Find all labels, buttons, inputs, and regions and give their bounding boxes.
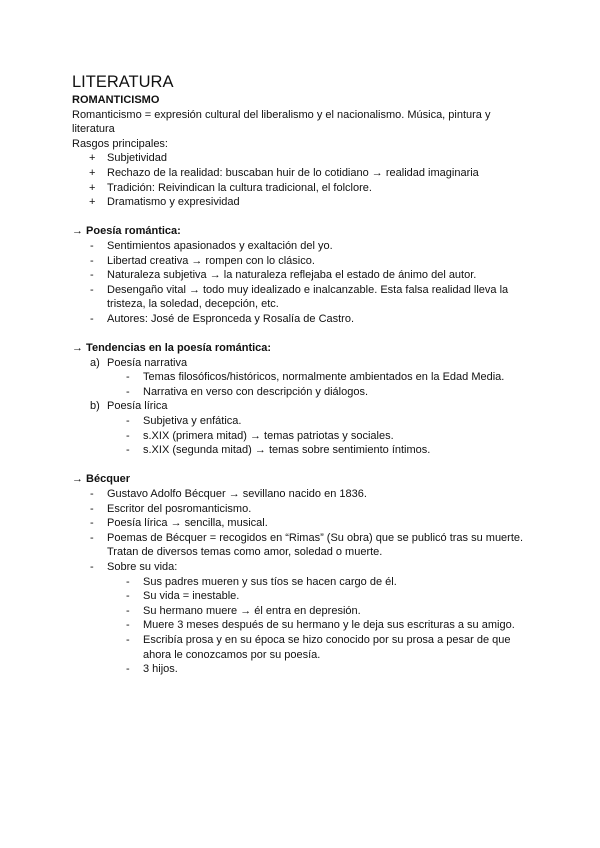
plus-bullet: + [89, 152, 96, 165]
rasgos-list [72, 151, 532, 209]
list-item: + Subjetividad [89, 152, 167, 165]
rasgos-label: Rasgos principales: [72, 137, 168, 150]
tendencia-label: Poesía lírica [107, 400, 168, 413]
list-item: - Gustavo Adolfo Bécquer → sevillano nacido en 1836. [90, 488, 367, 501]
dash-bullet: - [126, 619, 130, 632]
dash-bullet: - [90, 531, 94, 544]
list-item: - Escribía prosa y en su época se hizo conocido por su prosa a pesar de que ahora le conozcamos por su poesía. [126, 633, 511, 661]
list-item: - 3 hijos. [126, 663, 178, 676]
becquer-heading: → Bécquer [72, 473, 131, 486]
dash-bullet: - [90, 561, 94, 573]
dash-bullet: - [90, 488, 94, 501]
dash-bullet: - [126, 575, 130, 588]
list-item: + Dramatismo y expresividad [89, 196, 240, 209]
dash-bullet: - [90, 312, 94, 325]
dash-bullet: - [90, 239, 94, 252]
list-item: - Autores: José de Espronceda y Rosalía de Castro. [90, 312, 355, 325]
dash-bullet: - [90, 283, 94, 296]
doc-subtitle: ROMANTICISMO [72, 94, 160, 106]
list-item: - Muere 3 meses después de su hermano y le deja sus escrituras a su amigo. [126, 619, 515, 632]
plus-bullet: + [89, 196, 96, 209]
list-item: - Temas filosóficos/históricos, normalmente ambientados en la Edad Media. [126, 371, 505, 384]
list-item: - Sus padres mueren y sus tíos se hacen cargo de él. [126, 575, 397, 588]
dash-bullet: - [126, 604, 130, 617]
dash-bullet: - [126, 633, 130, 646]
doc-title: LITERATURA [72, 73, 174, 91]
list-item: + Tradición: Reivindican la cultura tradicional, el folclore. [89, 181, 372, 194]
sub-list [107, 414, 532, 458]
tendencias-list [72, 356, 532, 458]
dash-bullet: - [90, 517, 94, 530]
list-item: - s.XIX (segunda mitad) → temas sobre sentimiento íntimos. [126, 444, 431, 457]
dash-bullet: - [126, 385, 130, 398]
document-page [72, 72, 532, 677]
list-item: - Sobre su vida: [90, 561, 178, 573]
dash-bullet: - [126, 415, 130, 428]
dash-bullet: - [90, 502, 94, 515]
list-item [72, 356, 532, 400]
plus-bullet: + [89, 181, 96, 194]
definition-text: Romanticismo = expresión cultural del liberalismo y el nacionalismo. Música, pintura y literatura [72, 108, 491, 136]
tendencia-label: Poesía narrativa [107, 356, 188, 369]
dash-bullet: - [90, 269, 94, 282]
list-item: - Poemas de Bécquer = recogidos en “Rimas” (Su obra) que se publicó tras su muerte. Tratan de diversos temas como amor, soledad o muerte. [90, 531, 524, 559]
dash-bullet: - [126, 444, 130, 457]
alpha-marker: a) [90, 356, 100, 369]
becquer-list [72, 487, 532, 575]
list-item [72, 399, 532, 457]
list-item: - Sentimientos apasionados y exaltación del yo. [90, 239, 333, 252]
list-item: - Escritor del posromanticismo. [90, 502, 252, 515]
dash-bullet: - [126, 663, 130, 676]
list-item: - Poesía lírica → sencilla, musical. [90, 517, 268, 530]
list-item: + Rechazo de la realidad: buscaban huir de lo cotidiano → realidad imaginaria [89, 166, 479, 179]
list-item: - Su vida = inestable. [126, 590, 240, 603]
dash-bullet: - [90, 254, 94, 267]
list-item: - Subjetiva y enfática. [126, 415, 242, 428]
list-item: - s.XIX (primera mitad) → temas patriotas y sociales. [126, 429, 394, 442]
dash-bullet: - [126, 590, 130, 603]
poesia-list [72, 239, 532, 327]
dash-bullet: - [126, 429, 130, 442]
dash-bullet: - [126, 371, 130, 384]
sub-list [107, 370, 532, 399]
vida-list [72, 575, 532, 677]
list-item: - Su hermano muere → él entra en depresión. [126, 604, 361, 617]
list-item: - Libertad creativa → rompen con lo clásico. [90, 254, 315, 267]
alpha-marker: b) [90, 400, 100, 413]
tendencias-heading: → Tendencias en la poesía romántica: [72, 342, 272, 355]
list-item: - Narrativa en verso con descripción y diálogos. [126, 385, 369, 398]
plus-bullet: + [89, 166, 96, 179]
list-item: - Naturaleza subjetiva → la naturaleza reflejaba el estado de ánimo del autor. [90, 269, 477, 282]
list-item: - Desengaño vital → todo muy idealizado e inalcanzable. Esta falsa realidad lleva la tristeza, la soledad, decepción, etc. [90, 283, 509, 311]
poesia-heading: → Poesía romántica: [72, 225, 181, 238]
